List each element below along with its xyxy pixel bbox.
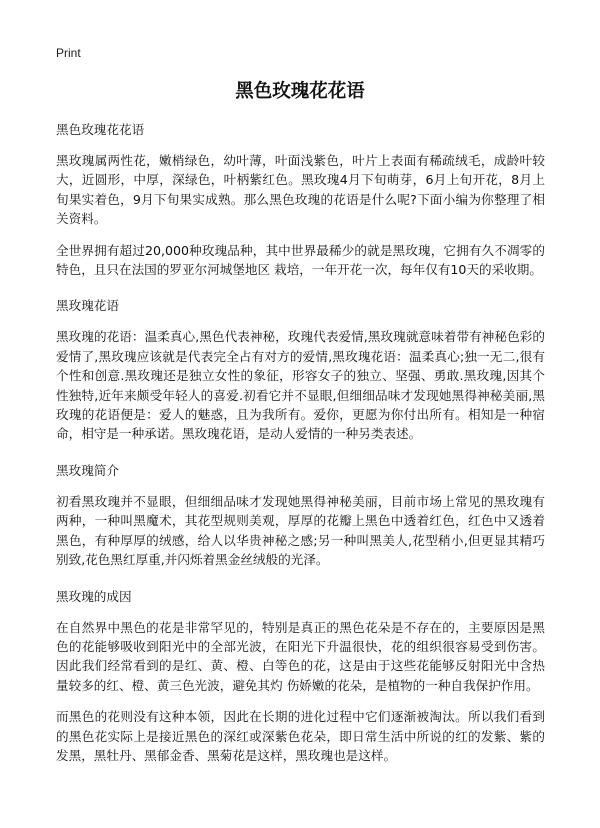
section-heading: 黑色玫瑰花花语 [56, 122, 145, 137]
section-heading: 黑玫瑰花语 [56, 298, 119, 314]
section-black-rose-intro [56, 462, 545, 570]
section-heading: 黑玫瑰的成因 [56, 588, 132, 604]
paragraph: 初看黑玫瑰并不显眼，但细细品味才发现她黑得神秘美丽，目前市场上常见的黑玫瑰有两种，一种叫黑魔术，其花型规则美观，厚厚的花瓣上黑色中透着红色，红色中又透着黑色，有种厚厚的绒感，给人以华贵神秘之感;另一种叫黑美人,花型稍小,但更显其精巧别致,花色黑红厚重,并闪烁着黑金丝绒般的光泽。 [56, 493, 545, 568]
section-heading: 黑玫瑰简介 [56, 462, 119, 478]
page-title: 黑色玫瑰花花语 [235, 81, 365, 102]
section-flower-language-intro [56, 121, 545, 279]
paragraph: 黑玫瑰的花语：温柔真心,黑色代表神秘，玫瑰代表爱情,黑玫瑰就意味着带有神秘色彩的爱情了,黑玫瑰应该就是代表完全占有对方的爱情,黑玫瑰花语：温柔真心;独一无二,很有个性和创意.黑玫瑰还是独立女性的象征，形容女子的独立、坚强、勇敢.黑玫瑰,因其个性独特,近年来颇受年轻人的喜爱.初看它并不显眼,但细细品味才发现她黑得神秘美丽,黑玫瑰的花语便是：爱人的魅惑，且为我所有。爱你，更愿为你付出所有。相知是一种宿命，相守是一种承诺。黑玫瑰花语，是动人爱情的一种另类表述。 [56, 329, 545, 442]
print-link[interactable]: Print [56, 46, 81, 60]
paragraph: 黑玫瑰属两性花，嫩梢绿色，幼叶薄，叶面浅紫色，叶片上表面有稀疏绒毛，成龄叶较大，近圆形，中厚，深绿色，叶柄紫红色。黑玫瑰4月下旬萌芽，6月上旬开花，8月上旬果实着色，9月下旬果实成熟。那么黑色玫瑰的花语是什么呢?下面小编为你整理了相关资料。 [56, 153, 545, 227]
paragraph: 而黑色的花则没有这种本领，因此在长期的进化过程中它们逐渐被淘汰。所以我们看到的黑色花实际上是接近黑色的深红或深紫色花朵，即日常生活中所说的红的发紫、紫的发黑，黑牡丹、黑郁金香、黑菊花是这样，黑玫瑰也是这样。 [56, 709, 545, 763]
section-black-rose-origin [56, 588, 545, 766]
article-body [56, 121, 545, 777]
paragraph: 全世界拥有超过20,000种玫瑰品种，其中世界最稀少的就是黑玫瑰，它拥有久不凋零的特色，且只在法国的罗亚尔河城堡地区 栽培，一年开花一次，每年仅有10天的采收期。 [56, 242, 545, 278]
section-black-rose-meaning [56, 297, 545, 443]
paragraph: 在自然界中黑色的花是非常罕见的，特别是真正的黑色花朵是不存在的，主要原因是黑色的花能够吸收到阳光中的全部光波，在阳光下升温很快，花的组织很容易受到伤害。因此我们经常看到的是红、黄、橙、白等色的花，这是由于这些花能够反射阳光中含热量较多的红、橙、黄三色光波，避免其灼 伤娇嫩的花朵，是植物的一种自我保护作用。 [56, 619, 545, 693]
